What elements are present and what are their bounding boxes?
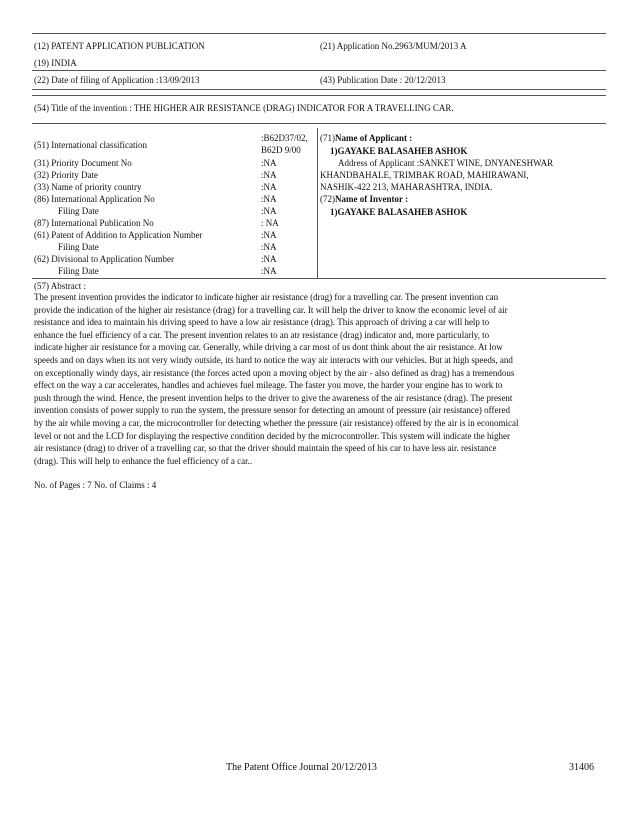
patent-type: (12) PATENT APPLICATION PUBLICATION bbox=[34, 41, 205, 51]
applicant-heading: (71)Name of Applicant : bbox=[320, 133, 413, 143]
abstract-line: level or not and the LCD for displaying the respective condition decided by the microcontroller. This system will indicate the higher bbox=[34, 430, 510, 441]
application-number: (21) Application No.2963/MUM/2013 A bbox=[320, 41, 467, 51]
biblio-label: (51) International classification bbox=[34, 140, 147, 150]
invention-title: (54) Title of the invention : THE HIGHER AIR RESISTANCE (DRAG) INDICATOR FOR A TRAVELLING CAR. bbox=[34, 103, 454, 113]
biblio-value: :NA bbox=[261, 170, 277, 180]
biblio-label: (32) Priority Date bbox=[34, 170, 98, 180]
rule-4 bbox=[32, 123, 606, 124]
biblio-value: :NA bbox=[261, 182, 277, 192]
journal-footer: The Patent Office Journal 20/12/2013 bbox=[226, 762, 377, 773]
biblio-label: (31) Priority Document No bbox=[34, 158, 132, 168]
rule-2 bbox=[32, 89, 606, 90]
publication-date: (43) Publication Date : 20/12/2013 bbox=[320, 75, 446, 85]
inventor-name: 1)GAYAKE BALASAHEB ASHOK bbox=[330, 207, 468, 217]
rule-5 bbox=[32, 278, 606, 279]
biblio-label: (86) International Application No bbox=[34, 194, 155, 204]
rule-top bbox=[32, 33, 606, 34]
abstract-line: push through the wind. Hence, the present invention helps to the driver to give the awareness of the air resistance (drag). The present bbox=[34, 392, 513, 403]
applicant-name: 1)GAYAKE BALASAHEB ASHOK bbox=[330, 146, 468, 156]
abstract-heading: (57) Abstract : bbox=[34, 281, 86, 291]
biblio-value: :NA bbox=[261, 254, 277, 264]
inventor-heading: (72)Name of Inventor : bbox=[320, 194, 409, 204]
abstract-line: provide the indication of the higher air resistance (drag) for a travelling car. It will help the driver to know the economic level of air bbox=[34, 304, 508, 315]
biblio-label: (33) Name of priority country bbox=[34, 182, 142, 192]
abstract-line: (drag). This will help to enhance the fuel efficiency of a car.. bbox=[34, 455, 253, 466]
country: (19) INDIA bbox=[34, 58, 77, 68]
applicant-address: NASHIK-422 213, MAHARASHTRA, INDIA. bbox=[320, 182, 493, 192]
rule-3 bbox=[32, 95, 606, 96]
biblio-value: :NA bbox=[261, 230, 277, 240]
filing-date: (22) Date of filing of Application :13/09/2013 bbox=[34, 75, 200, 85]
biblio-label: Filing Date bbox=[58, 206, 99, 216]
biblio-value: : NA bbox=[261, 218, 279, 228]
pages-claims: No. of Pages : 7 No. of Claims : 4 bbox=[34, 480, 157, 490]
biblio-label: (62) Divisional to Application Number bbox=[34, 254, 174, 264]
column-divider bbox=[317, 128, 318, 278]
abstract-line: air resistance (drag) to driver of a travelling car, so that the driver should maintain the speed of his car to have less air. resistance bbox=[34, 443, 497, 454]
biblio-value: :NA bbox=[261, 194, 277, 204]
abstract-line: enhance the fuel efficiency of a car. The present invention relates to an atr resistance (drag) indicator and, more particularly, to bbox=[34, 329, 490, 340]
rule-1 bbox=[32, 70, 606, 71]
biblio-value: :NA bbox=[261, 242, 277, 252]
biblio-label: Filing Date bbox=[58, 266, 99, 276]
abstract-line: indicate higher air resistance for a moving car. Generally, while driving a car most of us dont think about the air resistance. At low bbox=[34, 342, 503, 353]
biblio-value: :B62D37/02, bbox=[261, 133, 308, 143]
abstract-line: by the air while moving a car, the microcontroller for detecting whether the pressure (air resistance) offered by the air is in economical bbox=[34, 417, 519, 428]
biblio-label: (61) Patent of Addition to Application Number bbox=[34, 230, 203, 240]
biblio-value: B62D 9/00 bbox=[261, 145, 301, 155]
biblio-label: Filing Date bbox=[58, 242, 99, 252]
abstract-line: invention consists of power supply to run the system, the pressure sensor for detecting an amount of pressure (air resistance) offered bbox=[34, 405, 510, 416]
abstract-line: effect on the way a car accelerates, handles and achieves fuel mileage. The faster you move, the harder your engine has to work to bbox=[34, 380, 503, 391]
applicant-address: Address of Applicant :SANKET WINE, DNYANESHWAR bbox=[338, 158, 554, 168]
biblio-label: (87) International Publication No bbox=[34, 218, 154, 228]
abstract-line: The present invention provides the indicator to indicate higher air resistance (drag) for a travelling car. The present invention can bbox=[34, 292, 499, 302]
abstract-line: on exceptionally windy days, air resistance (the forces acted upon a moving object by the air - also defined as drag) has a tremendous bbox=[34, 367, 515, 378]
biblio-value: :NA bbox=[261, 158, 277, 168]
abstract-body bbox=[34, 291, 606, 467]
abstract-line: speeds and on days when its not very windy outside, its hard to notice the way air interacts with our vehicles. But at high speeds, and bbox=[34, 354, 513, 365]
abstract-line: resistance and idea to maintain his driving speed to have a low air resistance (drag). This approach of driving a car will help to bbox=[34, 317, 490, 328]
page-number: 31406 bbox=[569, 762, 594, 773]
biblio-value: :NA bbox=[261, 266, 277, 276]
biblio-value: :NA bbox=[261, 206, 277, 216]
applicant-address: KHANDBAHALE, TRIMBAK ROAD, MAHIRAWANI, bbox=[320, 170, 529, 180]
